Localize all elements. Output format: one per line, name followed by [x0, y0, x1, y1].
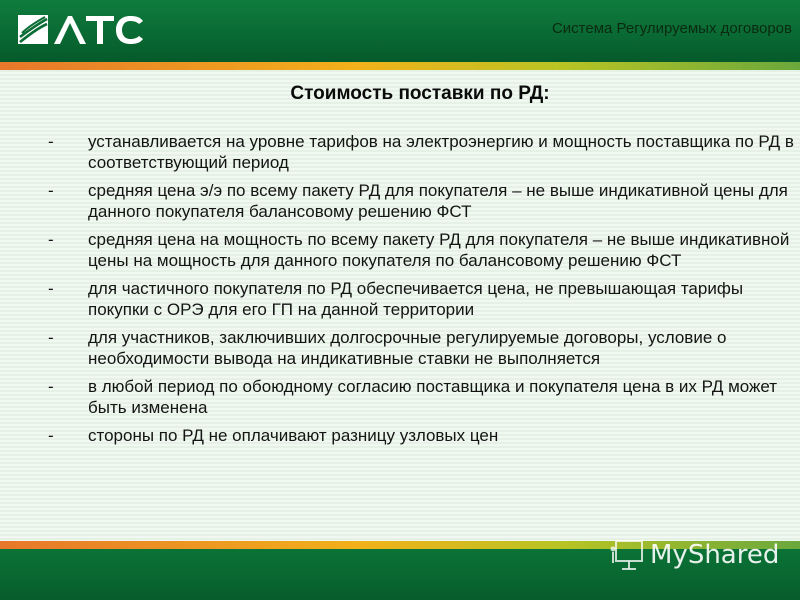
bullet-dash: -	[48, 377, 54, 396]
bullet-dash: -	[48, 132, 54, 151]
bullet-dash: -	[48, 279, 54, 298]
list-item	[44, 425, 794, 446]
list-item-text: средняя цена э/э по всему пакету РД для покупателя – не выше индикативной цены для данного покупателя балансовому решению ФСТ	[88, 181, 788, 221]
list-item	[44, 180, 794, 222]
watermark-text: MyShared	[650, 540, 780, 570]
bullet-dash: -	[48, 328, 54, 347]
presentation-icon	[608, 537, 648, 573]
list-item-text: для участников, заключивших долгосрочные регулируемые договоры, условие о необходимости вывода на индикативные ставки не выполняется	[88, 328, 727, 368]
list-item	[44, 278, 794, 320]
system-name: Система Регулируемых договоров	[551, 20, 792, 37]
list-item-text: средняя цена на мощность по всему пакету РД для покупателя – не выше индикативной цены на мощность для данного покупателя по балансовому решению ФСТ	[88, 230, 790, 270]
slide-header	[0, 0, 800, 62]
list-item	[44, 376, 794, 418]
list-item	[44, 131, 794, 173]
watermark	[608, 537, 783, 577]
list-item	[44, 229, 794, 271]
bullet-list	[44, 131, 794, 453]
slide-title: Стоимость поставки по РД:	[290, 83, 550, 104]
bullet-dash: -	[48, 426, 54, 445]
bullet-dash: -	[48, 181, 54, 200]
list-item-text: для частичного покупателя по РД обеспечивается цена, не превышающая тарифы покупки с ОРЭ для его ГП на данной территории	[88, 279, 744, 319]
list-item-text: устанавливается на уровне тарифов на электроэнергию и мощность поставщика по РД в соответствующий период	[88, 132, 794, 172]
list-item-text: в любой период по обоюдному согласию поставщика и покупателя цена в их РД может быть изменена	[88, 377, 778, 417]
list-item-text: стороны по РД не оплачивают разницу узловых цен	[88, 426, 499, 445]
header-accent-rule	[0, 62, 800, 70]
list-item	[44, 327, 794, 369]
ats-logo	[18, 13, 144, 46]
bullet-dash: -	[48, 230, 54, 249]
